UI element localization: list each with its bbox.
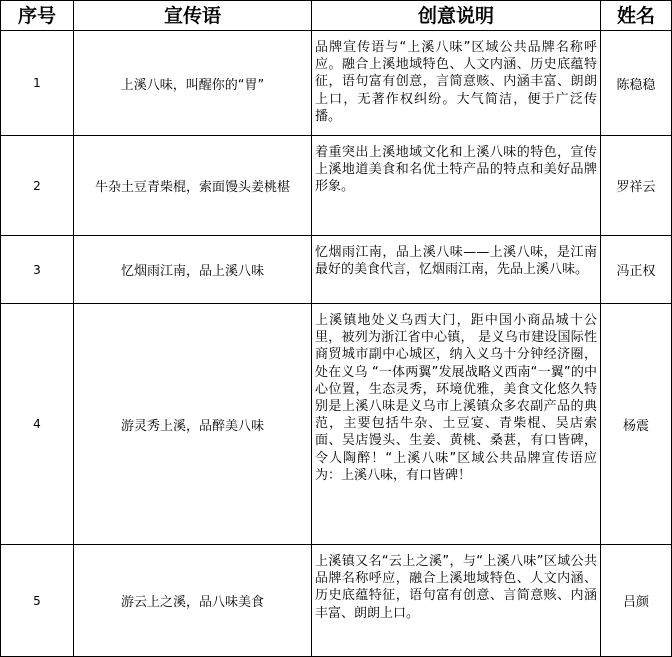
row-author-name: 冯正权 bbox=[601, 236, 672, 304]
row-author-name: 吕颜 bbox=[601, 545, 672, 657]
row-slogan: 牛杂土豆青柴棍，索面馒头姜桃椹 bbox=[74, 136, 312, 236]
row-author-name: 陈稳稳 bbox=[601, 31, 672, 136]
row-slogan: 忆烟雨江南，品上溪八味 bbox=[74, 236, 312, 304]
row-description: 着重突出上溪地域文化和上溪八味的特色，宣传上溪地道美食和名优土特产品的特点和美好品牌形象。 bbox=[312, 136, 601, 236]
header-name: 姓名 bbox=[601, 1, 672, 31]
header-slogan: 宣传语 bbox=[74, 1, 312, 31]
table-row bbox=[1, 304, 672, 545]
row-slogan: 游灵秀上溪，品醉美八味 bbox=[74, 304, 312, 545]
row-author-name: 罗祥云 bbox=[601, 136, 672, 236]
row-index: 4 bbox=[1, 304, 74, 545]
row-description: 上溪镇又名“云上之溪”，与“上溪八味”区域公共品牌名称呼应，融合上溪地域特色、人文内涵、历史底蕴特征，语句富有创意、言简意赅、内涵丰富、朗朗上口。 bbox=[312, 545, 601, 657]
table-row bbox=[1, 31, 672, 136]
row-index: 1 bbox=[1, 31, 74, 136]
row-index: 2 bbox=[1, 136, 74, 236]
row-index: 5 bbox=[1, 545, 74, 657]
row-slogan: 上溪八味，叫醒你的“胃” bbox=[74, 31, 312, 136]
header-index: 序号 bbox=[1, 1, 74, 31]
row-description: 忆烟雨江南，品上溪八味——上溪八味，是江南最好的美食代言，忆烟雨江南，先品上溪八味。 bbox=[312, 236, 601, 304]
row-author-name: 杨震 bbox=[601, 304, 672, 545]
header-description: 创意说明 bbox=[312, 1, 601, 31]
table-row bbox=[1, 236, 672, 304]
table-row bbox=[1, 545, 672, 657]
row-description: 品牌宣传语与“上溪八味”区域公共品牌名称呼应。融合上溪地域特色、人文内涵、历史底蕴特征，语句富有创意，言简意赅、内涵丰富、朗朗上口，无著作权纠纷。大气简洁，便于广泛传播。 bbox=[312, 31, 601, 136]
row-index: 3 bbox=[1, 236, 74, 304]
table-row bbox=[1, 136, 672, 236]
row-slogan: 游云上之溪，品八味美食 bbox=[74, 545, 312, 657]
row-description: 上溪镇地处义乌西大门，距中国小商品城十公里，被列为浙江省中心镇， 是义乌市建设国际性商贸城市副中心城区，纳入义乌十分钟经济圈，处在义乌 “一体两翼”发展战略义西南“一翼”的中心位置，生态灵秀，环境优雅，美食文化悠久特别是上溪八味是义乌市上溪镇众多农副产品的典范，主要包括牛杂、土豆宴、青柴棍、吴店索面、吴店馒头、生姜、黄桃、桑葚，有口皆碑，令人陶醉！“上溪八味”区域公共品牌宣传语应为：上溪八味，有口皆碑！ bbox=[312, 304, 601, 545]
header-row bbox=[1, 1, 672, 31]
